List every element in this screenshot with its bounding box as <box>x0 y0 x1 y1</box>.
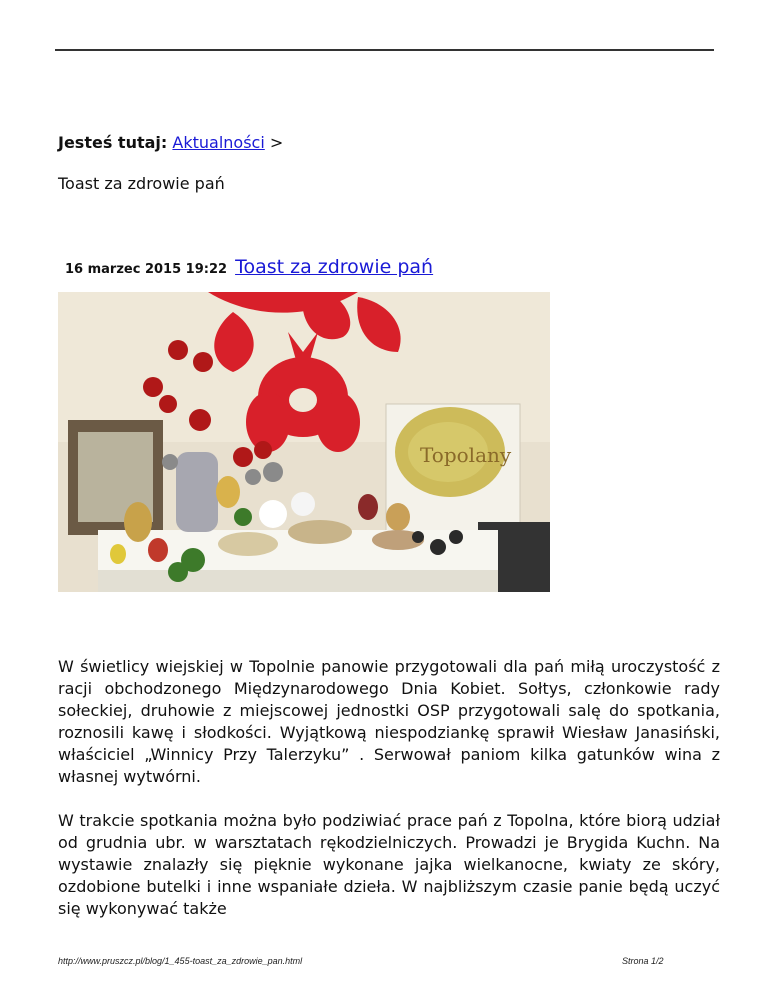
article-paragraph-1: W świetlicy wiejskiej w Topolnie panowie przygotowali dla pań miłą uroczystość z racji obchodzonego Międzynarodowego Dnia Kobiet. Sołtys, członkowie rady sołeckiej, druhowie z miejscowej jednostki OSP przygotowali salę do spotkania, roznosili kawę i słodkości. Wyjątkową niespodziankę sprawił Wiesław Janasiński, właściciel „Winnicy Przy Talerzyku” . Serwował paniom kilka gatunków wina z własnej wytwórni. <box>58 657 720 786</box>
article-title-link[interactable]: Toast za zdrowie pań <box>235 256 434 278</box>
top-rule <box>55 49 714 51</box>
article-paragraph-2: W trakcie spotkania można było podziwiać prace pań z Topolna, które biorą udział od grudnia ubr. w warsztatach rękodzielniczych. Prowadzi je Brygida Kuchn. Na wystawie znalazły się pięknie wykonane jajka wielkanocne, kwiaty ze skóry, ozdobione butelki i inne wspaniałe dzieła. W najbliższym czasie panie będą uczyć się wykonywać także <box>58 811 720 918</box>
photo-watermark-text: Topolany <box>420 443 512 467</box>
footer-page-number: Strona 1/2 <box>622 956 664 966</box>
article-photo <box>58 292 550 592</box>
breadcrumb-link-aktualnosci[interactable]: Aktualności <box>172 133 265 152</box>
footer-url: http://www.pruszcz.pl/blog/1_455-toast_za_zdrowie_pan.html <box>58 956 303 966</box>
article-meta <box>65 256 433 278</box>
breadcrumb <box>58 132 283 154</box>
breadcrumb-lead: Jesteś tutaj: <box>58 133 168 152</box>
page-title: Toast za zdrowie pań <box>58 174 225 193</box>
article-date: 16 marzec 2015 19:22 <box>65 262 228 277</box>
breadcrumb-separator: > <box>269 133 284 152</box>
